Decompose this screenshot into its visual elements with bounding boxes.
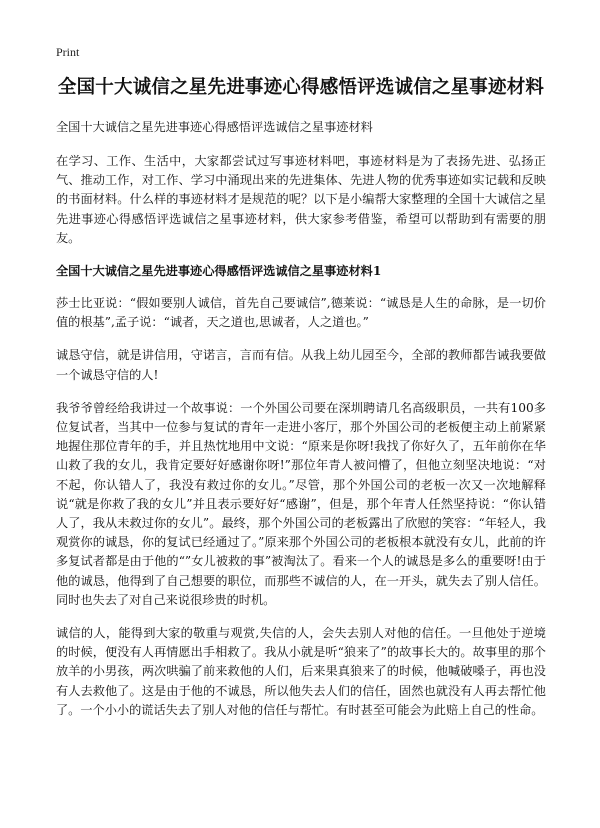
body-paragraph-wolf: 诚信的人，能得到大家的敬重与观赏,失信的人，会失去别人对他的信任。一旦他处于逆境的时候，便没有人再情愿出手相救了。我从小就是听“狼来了”的故事长大的。故事里的那个放羊的小男孩，两次哄骗了前来救他的人们，后来果真狼来了的时候，他喊破嗓子，再也没有人去救他了。这是由于他的不诚恳，所以他失去人们的信任，固然也就没有人再去帮忙他了。一个小小的谎话失去了别人对他的信任与帮忙。有时甚至可能会为此赔上自己的性命。 xyxy=(56,626,546,717)
section-heading: 全国十大诚信之星先进事迹心得感悟评选诚信之星事迹材料1 xyxy=(56,264,382,279)
body-paragraph-quotes: 莎士比亚说：“假如要别人诚信，首先自己要诚信”,德莱说：“诚恳是人生的命脉，是一切价值的根基”,孟子说：“诚者，天之道也,思诚者，人之道也。” xyxy=(56,296,546,330)
intro-paragraph: 在学习、工作、生活中，大家都尝试过写事迹材料吧，事迹材料是为了表扬先进、弘扬正气、推动工作，对工作、学习中涌现出来的先进集体、先进人物的优秀事迹如实记载和反映的书面材料。什么样的事迹材料才是规范的呢？以下是小编帮大家整理的全国十大诚信之星先进事迹心得感悟评选诚信之星事迹材料，供大家参考借鉴，希望可以帮助到有需要的朋友。 xyxy=(56,154,546,245)
document-page xyxy=(56,44,546,734)
page-title: 全国十大诚信之星先进事迹心得感悟评选诚信之星事迹材料 xyxy=(57,77,545,98)
body-paragraph-integrity: 诚恳守信，就是讲信用，守诺言，言而有信。从我上幼儿园至今，全部的教师都告诫我要做一个诚恳守信的人! xyxy=(56,348,546,382)
body-paragraph-story: 我爷爷曾经给我讲过一个故事说：一个外国公司要在深圳聘请几名高级职员，一共有100多位复试者，当其中一位参与复试的青年一走进小客厅，那个外国公司的老板便主动上前紧紧地握住那位青年的手，并且热忱地用中文说：“原来是你呀!我找了你好久了，五年前你在华山救了我的女儿，我肯定要好好感谢你呀!”那位年青人被问懵了，但他立刻坚决地说：“对不起，你认错人了，我没有救过你的女儿。”尽管，那个外国公司的老板一次又一次地解释说“就是你救了我的女儿”并且表示要好好“感谢”，但是，那个年青人任然坚持说：“你认错人了，我从未救过你的女儿”。最终，那个外国公司的老板露出了欣慰的笑容：“年轻人，我观赏你的诚恳，你的复试已经通过了。”原来那个外国公司的老板根本就没有女儿，此前的许多复试者都是由于他的“”女儿被救的事”被淘汰了。看来一个人的诚恳是多么的重要呀!由于他的诚恳，他得到了自己想要的职位，而那些不诚信的人，在一开头，就失去了别人信任。同时也失去了对自己来说很珍贵的时机。 xyxy=(56,400,546,607)
document-subtitle: 全国十大诚信之星先进事迹心得感悟评选诚信之星事迹材料 xyxy=(56,120,373,134)
print-link[interactable]: Print xyxy=(56,45,80,59)
